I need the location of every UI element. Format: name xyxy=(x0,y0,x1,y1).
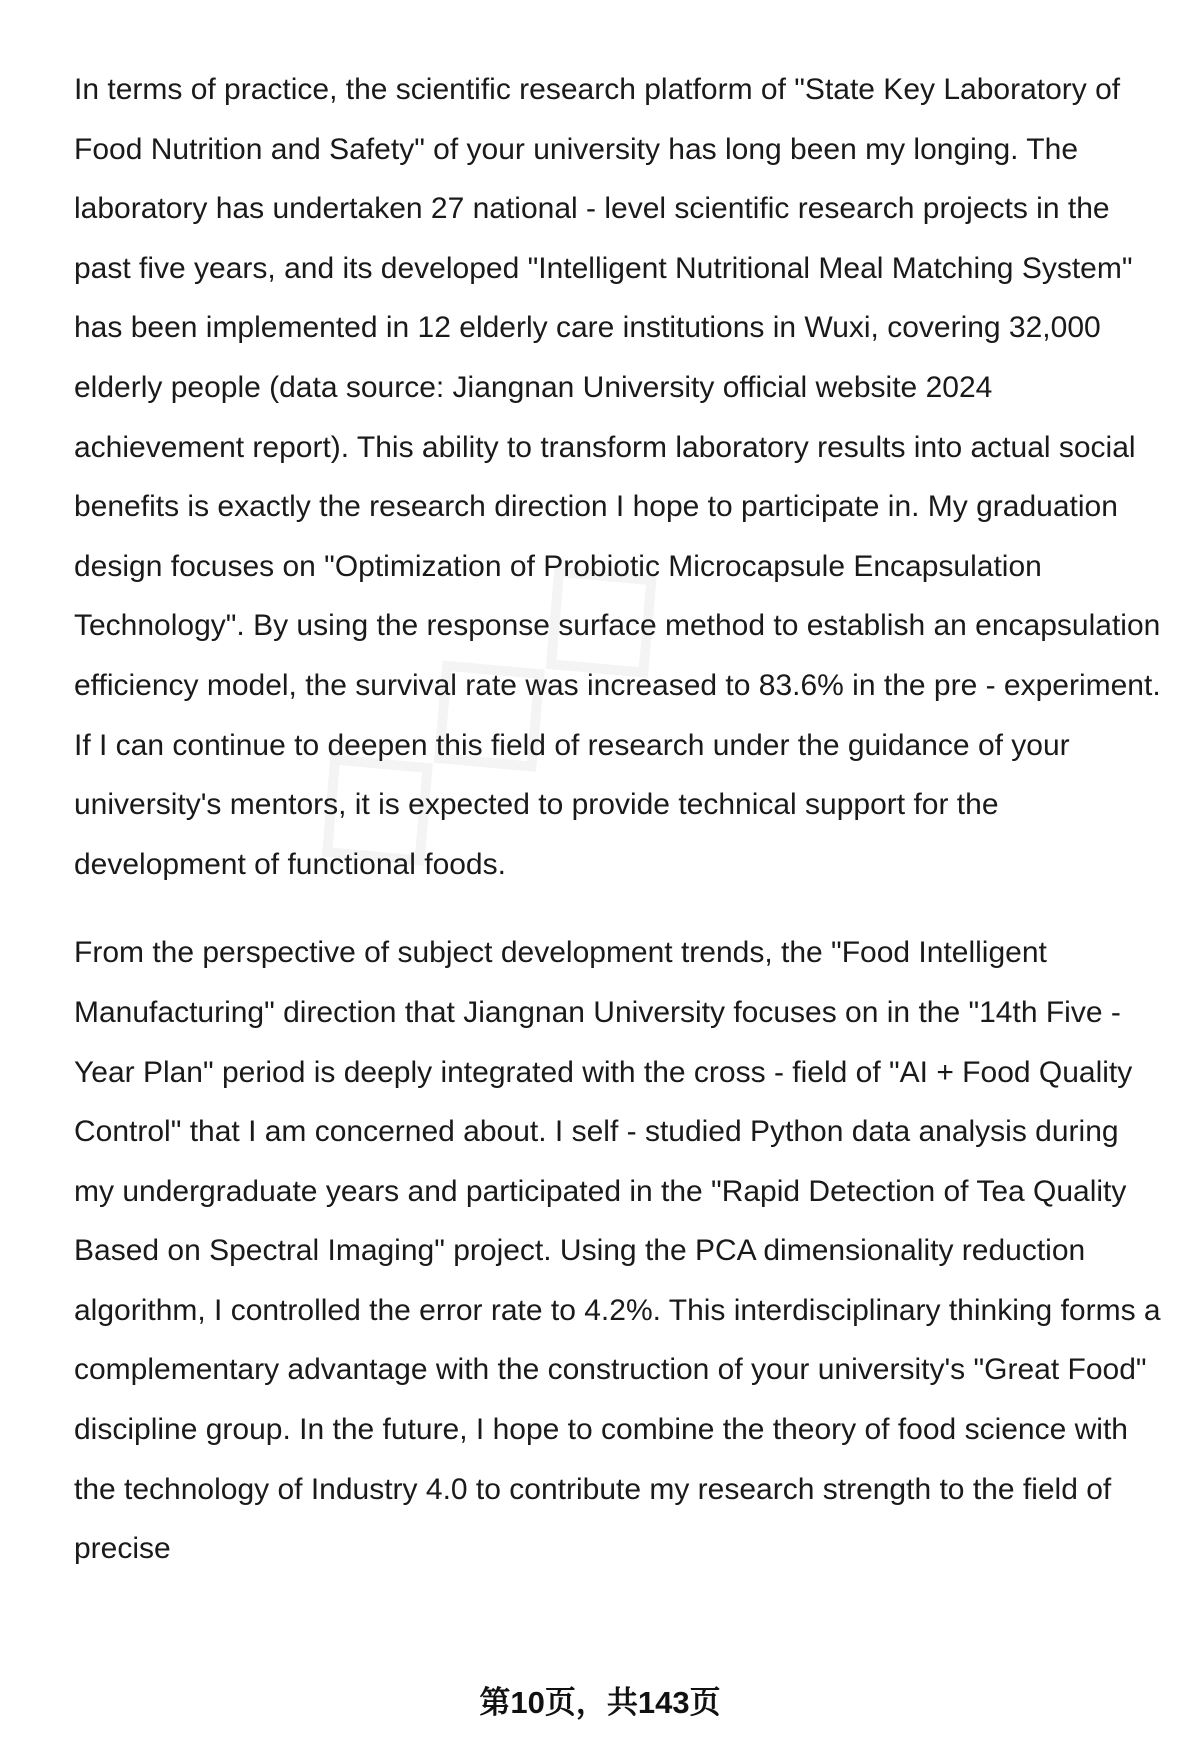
paragraph-subject-trends: From the perspective of subject development trends, the "Food Intelligent Manufacturing" direction that Jiangnan University focuses on in the "14th Five - Year Plan" period is deeply integrated with the cross - field of "AI + Food Quality Control" that I am concerned about. I self - studied Python data analysis during my undergraduate years and participated in the "Rapid Detection of Tea Quality Based on Spectral Imaging" project. Using the PCA dimensionality reduction algorithm, I controlled the error rate to 4.2%. This interdisciplinary thinking forms a complementary advantage with the construction of your university's "Great Food" discipline group. In the future, I hope to combine the theory of food science with the technology of Industry 4.0 to contribute my research strength to the field of precise xyxy=(74,936,1161,1566)
body-text xyxy=(74,60,1164,1579)
page-number: 第10页，共143页 xyxy=(479,1685,721,1720)
paragraph-practice: In terms of practice, the scientific research platform of "State Key Laboratory of Food Nutrition and Safety" of your university has long been my longing. The laboratory has undertaken 27 national - level scientific research projects in the past five years, and its developed "Intelligent Nutritional Meal Matching System" has been implemented in 12 elderly care institutions in Wuxi, covering 32,000 elderly people (data source: Jiangnan University official website 2024 achievement report). This ability to transform laboratory results into actual social benefits is exactly the research direction I hope to participate in. My graduation design focuses on "Optimization of Probiotic Microcapsule Encapsulation Technology". By using the response surface method to establish an encapsulation efficiency model, the survival rate was increased to 83.6% in the pre - experiment. If I can continue to deepen this field of research under the guidance of your university's mentors, it is expected to provide technical support for the development of functional foods. xyxy=(74,73,1161,881)
